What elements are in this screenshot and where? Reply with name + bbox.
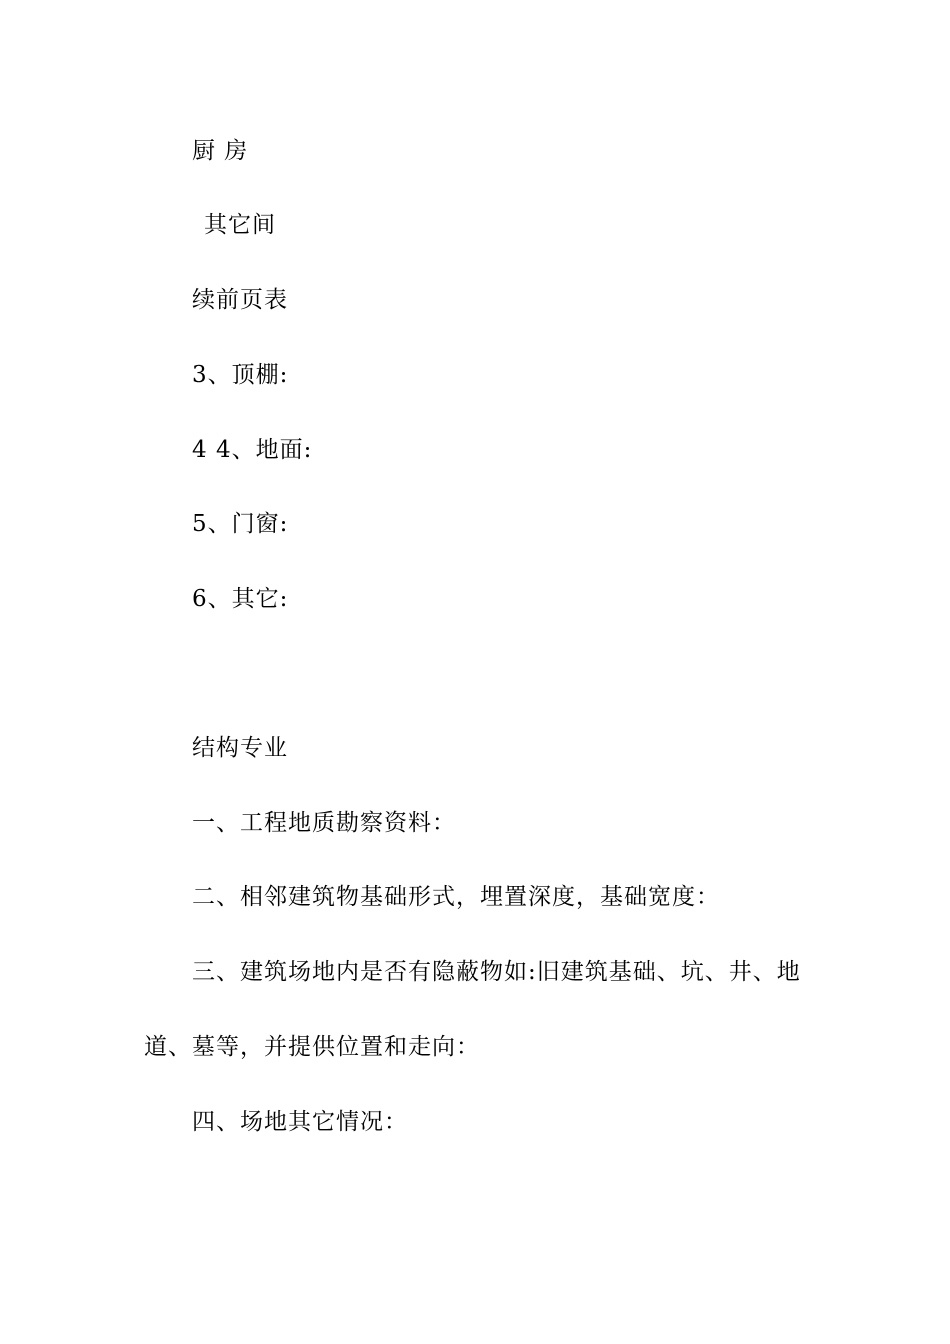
item-adjacent-foundations: 二、相邻建筑物基础形式，埋置深度，基础宽度： xyxy=(192,884,720,910)
line-doors-windows: 5、门窗: xyxy=(192,511,289,537)
line-floor: 4 4、地面: xyxy=(192,437,313,463)
item-geological-survey: 一、工程地质勘察资料： xyxy=(192,810,456,836)
item-hidden-objects-continued: 道、墓等，并提供位置和走向： xyxy=(144,1034,480,1060)
line-other-rooms: 其它间 xyxy=(204,212,276,238)
line-ceiling: 3、顶棚: xyxy=(192,362,289,388)
section-heading-structure: 结构专业 xyxy=(192,735,288,761)
line-kitchen: 厨 房 xyxy=(192,138,249,164)
line-others: 6、其它: xyxy=(192,586,289,612)
line-continued-table: 续前页表 xyxy=(192,287,288,313)
item-site-other: 四、场地其它情况： xyxy=(192,1109,408,1135)
item-hidden-objects: 三、建筑场地内是否有隐蔽物如:旧建筑基础、坑、井、地 xyxy=(192,959,801,985)
